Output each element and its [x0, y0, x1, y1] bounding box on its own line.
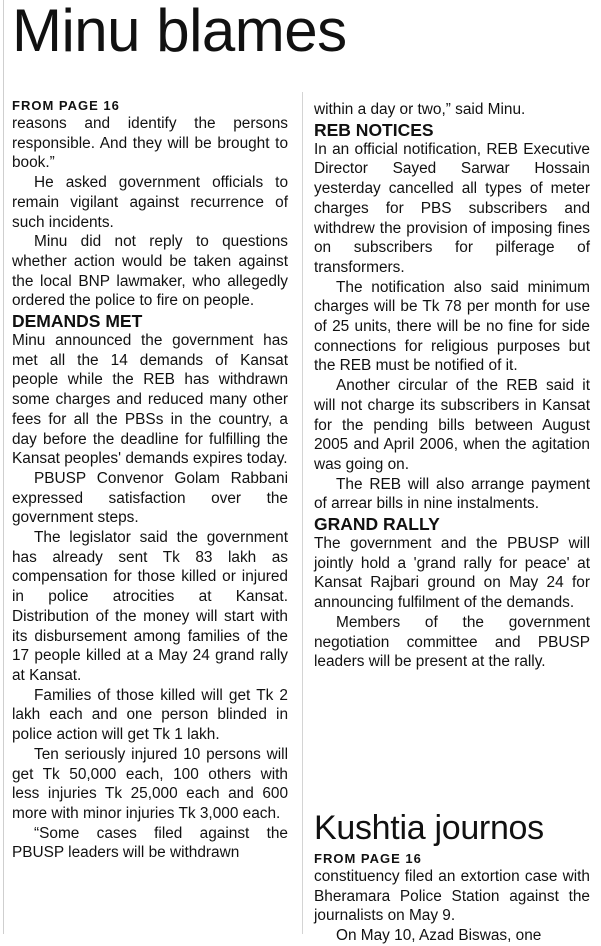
paragraph: Minu announced the government has met all the 14 demands of Kansat people while the REB has withdrawn some charges and reduced many other fees for all the PBSs in the country, a day before the deadline for fulfilling the Kansat peoples' demands expires today. [12, 332, 288, 468]
paragraph: On May 10, Azad Biswas, one [336, 927, 542, 945]
column-divider [302, 92, 303, 934]
paragraph: The REB will also arrange payment of arrear bills in nine instalments. [314, 475, 590, 513]
headline: Minu blames [12, 0, 347, 64]
headline-kushtia-journos: Kushtia journos [314, 809, 544, 847]
kicker-from-page: FROM PAGE 16 [314, 851, 422, 866]
paragraph: He asked government officials to remain vigilant against recurrence of such incidents. [12, 174, 288, 231]
column-left [12, 97, 288, 934]
subhead-grand-rally: GRAND RALLY [314, 514, 440, 535]
paragraph: Another circular of the REB said it will not charge its subscribers in Kansat for the pending bills between August 2005 and April 2006, when the agitation was going on. [314, 377, 590, 473]
paragraph: Members of the government negotiation committee and PBUSP leaders will be present at the rally. [314, 613, 590, 671]
second-story [314, 806, 590, 945]
paragraph: within a day or two,” said Minu. [314, 101, 526, 118]
paragraph: “Some cases filed against the PBUSP leaders will be withdrawn [12, 824, 288, 862]
paragraph: Families of those killed will get Tk 2 lakh each and one person blinded in police action will get Tk 1 lakh. [12, 686, 288, 744]
paragraph: The government and the PBUSP will jointly hold a 'grand rally for peace' at Kansat Rajbari ground on May 24 for announcing fulfilment of the demands. [314, 535, 590, 612]
paragraph: constituency filed an extortion case with Bheramara Police Station against the journalists on May 9. [314, 868, 590, 925]
paragraph: Ten seriously injured 10 persons will get Tk 50,000 each, 100 others with less injuries Tk 25,000 each and 600 more with minor injuries Tk 3,000 each. [12, 745, 288, 822]
subhead-reb-notices: REB NOTICES [314, 119, 434, 140]
left-margin-rule [3, 0, 4, 934]
paragraph: The legislator said the government has already sent Tk 83 lakh as compensation for those killed or injured in police atrocities at Kansat. Distribution of the money will start with its disbursement among families of the 17 people killed at a May 24 grand rally at Kansat. [12, 529, 288, 684]
paragraph: In an official notification, REB Executive Director Sayed Sarwar Hossain yesterday cancelled all types of meter charges for PBS subscribers and withdrew the provision of imposing fines on subscribers for pilferage of transformers. [314, 140, 590, 276]
subhead-demands-met: DEMANDS MET [12, 311, 143, 332]
paragraph: Minu did not reply to questions whether action would be taken against the local BNP lawmaker, who allegedly ordered the police to fire on people. [12, 233, 288, 310]
paragraph: reasons and identify the persons responsible. And they will be brought to book.” [12, 115, 288, 172]
paragraph: PBUSP Convenor Golam Rabbani expressed satisfaction over the government steps. [12, 469, 288, 527]
paragraph: The notification also said minimum charges will be Tk 78 per month for use of 25 units, there will be no fine for side connections for religious purposes but the REB must be notified of it. [314, 278, 590, 375]
kicker-from-page: FROM PAGE 16 [12, 98, 120, 113]
